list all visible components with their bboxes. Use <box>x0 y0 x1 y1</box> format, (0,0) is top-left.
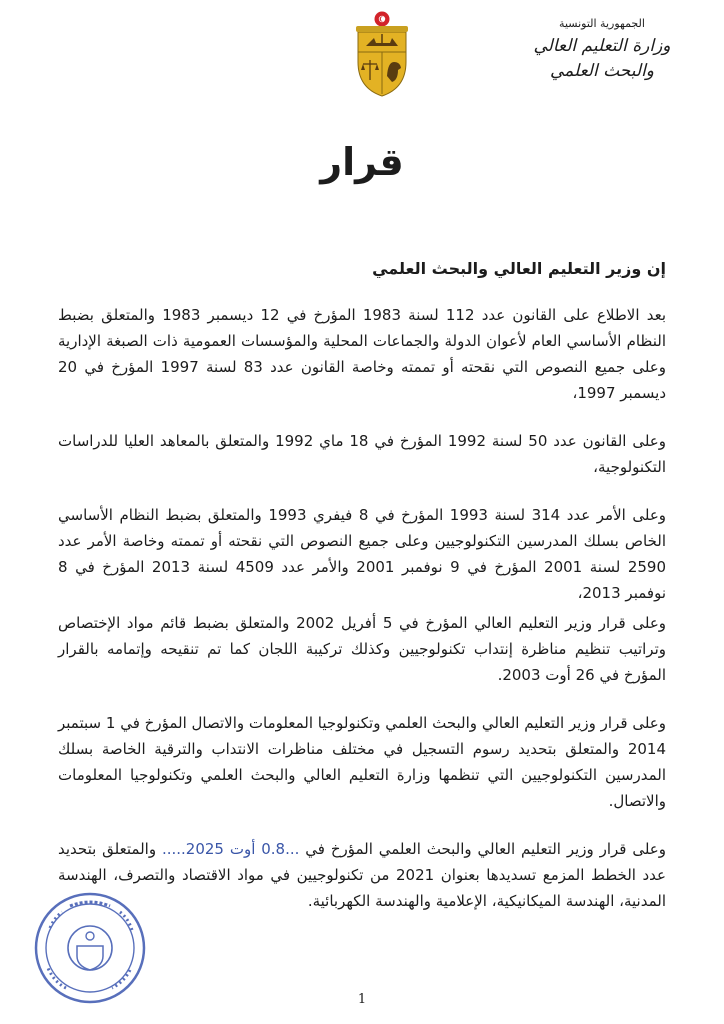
paragraph-3: وعلى الأمر عدد 314 لسنة 1993 المؤرخ في 8 فيفري 1993 والمتعلق بضبط النظام الأساسي الخاص بسلك المدرسين التكنولوجيين وعلى جميع النصوص التي نقحته أو تممته وخاصة الأمر عدد 2590 لسنة 2001 المؤرخ في 9 نوفمبر 2001 والأمر عدد 4509 لسنة 2013 المؤرخ في 8 نوفمبر 2013، <box>58 506 667 602</box>
ministry-name-line1: وزارة التعليم العالي <box>533 36 671 56</box>
document-body <box>58 256 666 914</box>
decision-date-blank: ...0.8 أوت 2025..... <box>161 840 300 858</box>
paragraph-5: وعلى قرار وزير التعليم العالي والبحث العلمي وتكنولوجيا المعلومات والاتصال المؤرخ في 1 سبتمبر 2014 والمتعلق بتحديد رسوم التسجيل في مختلف مناظرات الانتداب والترقية الخاصة بسلك المدرسين التكنولوجيين التي تنظمها وزارة التعليم العالي والبحث العلمي وتكنولوجيا المعلومات والاتصال. <box>58 714 666 810</box>
paragraph-6-end: والمتعلق بتحديد عدد الخطط المزمع تسديدها بعنوان 2021 من تكنولوجيين في مواد الاقتصاد والتصرف، الهندسة المدنية، الهندسة الميكانيكية، الإعلامية والهندسة الكهربائية. <box>58 840 667 910</box>
tunisia-coat-of-arms-icon <box>352 10 412 98</box>
page-number: 1 <box>357 992 367 1007</box>
ministry-header <box>532 16 672 82</box>
republic-label: الجمهورية التونسية <box>559 17 645 30</box>
document-title: قرار <box>320 140 404 184</box>
paragraph-1: بعد الاطلاع على القانون عدد 112 لسنة 1983 المؤرخ في 12 ديسمبر 1983 والمتعلق بضبط النظام الأساسي العام لأعوان الدولة والجماعات المحلية والمؤسسات العمومية ذات الصبغة الإدارية وعلى جميع النصوص التي نقحته أو تممته وخاصة القانون عدد 83 لسنة 1997 المؤرخ في 20 ديسمبر 1997، <box>58 306 667 402</box>
opening-line: إن وزير التعليم العالي والبحث العلمي <box>372 259 666 278</box>
official-stamp-icon <box>30 888 150 1008</box>
paragraph-6-start: وعلى قرار وزير التعليم العالي والبحث العلمي المؤرخ في <box>305 840 666 858</box>
paragraph-4: وعلى قرار وزير التعليم العالي المؤرخ في 5 أفريل 2002 والمتعلق بضبط قائم مواد الإختصاص وتراتيب تنظيم مناظرة إنتداب تكنولوجيين وكذلك تركيبة اللجان كما تم تنقيحه وإتمامه بالقرار المؤرخ في 26 أوت 2003. <box>58 614 667 684</box>
paragraph-2: وعلى القانون عدد 50 لسنة 1992 المؤرخ في 18 ماي 1992 والمتعلق بالمعاهد العليا للدراسات التكنولوجية، <box>58 432 666 476</box>
ministry-name-line2: والبحث العلمي <box>549 61 655 81</box>
